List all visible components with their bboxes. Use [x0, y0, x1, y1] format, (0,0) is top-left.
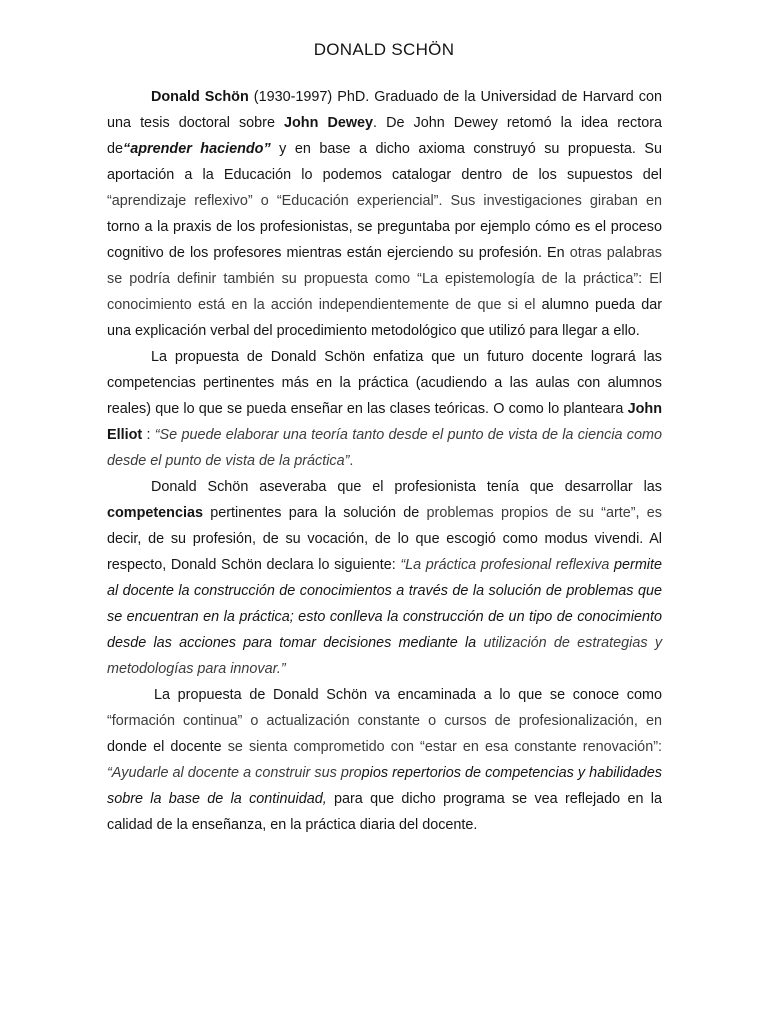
paragraph-4 [107, 682, 662, 838]
text-run: pios repertorios de competencias y habilidades sobre la base de la continuidad, [107, 765, 662, 807]
text-run: (1930-1997) PhD. Graduado de la Universidad de Harvard con una tesis doctoral sobre [107, 89, 662, 131]
text-run: . De John Dewey retomó la idea rectora de [107, 115, 662, 157]
text-run: competencias [107, 505, 203, 521]
text-run: torno a la praxis de los profesionistas, se preguntaba por ejemplo cómo es el proceso cognitivo de los profesores mientras están ejerciendo su profesión. En [107, 219, 662, 261]
paragraph-3 [107, 474, 662, 682]
text-run: permite al docente la construcción de conocimientos a través de la solución de problemas que se encuentran en la práctica; esto conlleva la construcción de un tipo de conocimiento desde las acciones para tomar decisiones mediante la [107, 557, 662, 651]
paragraph-1 [107, 84, 662, 344]
text-run: alumno pueda dar una explicación verbal del procedimiento metodológico que utilizó para llegar a ello. [107, 297, 663, 339]
text-run: utilización de estrategias y metodologías para innovar.” [107, 635, 663, 677]
text-run: para que dicho programa se vea reflejado en la calidad de la enseñanza, en la práctica diaria del docente. [107, 791, 662, 833]
text-run: La propuesta de Donald Schön enfatiza que un futuro docente logrará las competencias pertinentes más en la práctica (acudiendo a las aulas con alumnos reales) que lo que se pueda enseñar en las clases teóricas. O como lo planteara [107, 349, 662, 417]
text-run: “Ayudarle al docente a construir sus pro [107, 765, 362, 781]
text-run: pertinentes para la solución de [202, 505, 427, 521]
text-run: . [349, 453, 354, 469]
text-run: problemas propios de su “arte”, es [426, 505, 663, 521]
text-run: John Elliot [107, 401, 662, 443]
text-run: “formación continua” o actualización constante o cursos de profesionalización, en [107, 713, 662, 729]
text-run: “Se puede elaborar una teoría tanto desde el punto de vista de la ciencia como desde el punto de vista de la práctica” [107, 427, 662, 469]
text-run: y en base a dicho axioma construyó su propuesta. Su aportación a la Educación lo podemos catalogar dentro de los supuestos del [107, 141, 662, 183]
paragraph-2 [107, 344, 662, 474]
text-run: “aprender haciendo” [123, 141, 271, 157]
text-run: La propuesta de Donald Schön va encaminada a lo que se conoce como [154, 687, 662, 703]
text-run: otras palabras se podría definir también su propuesta como “La epistemología de la práctica”: El conocimiento está en la acción independientemente de que si el [107, 245, 662, 313]
text-run: Donald Schön aseveraba que el profesionista tenía que desarrollar las [151, 479, 662, 495]
text-run: decir, de su profesión, de su vocación, de lo que escogió como modus vivendi. Al respecto, Donald Schön declara lo siguiente: [107, 531, 662, 573]
text-run: donde el docente [107, 739, 228, 755]
text-run: “La práctica profesional reflexiva [400, 557, 610, 573]
document-body [107, 84, 662, 838]
page-title: DONALD SCHÖN [313, 40, 455, 59]
text-run: Donald Schön [151, 89, 249, 105]
text-run: : [142, 427, 155, 443]
text-run: se sienta comprometido con “estar en esa constante renovación”: [227, 739, 662, 755]
text-run: “aprendizaje reflexivo” o “Educación experiencial”. Sus investigaciones giraban en [107, 193, 662, 209]
text-run: John Dewey [284, 115, 374, 131]
